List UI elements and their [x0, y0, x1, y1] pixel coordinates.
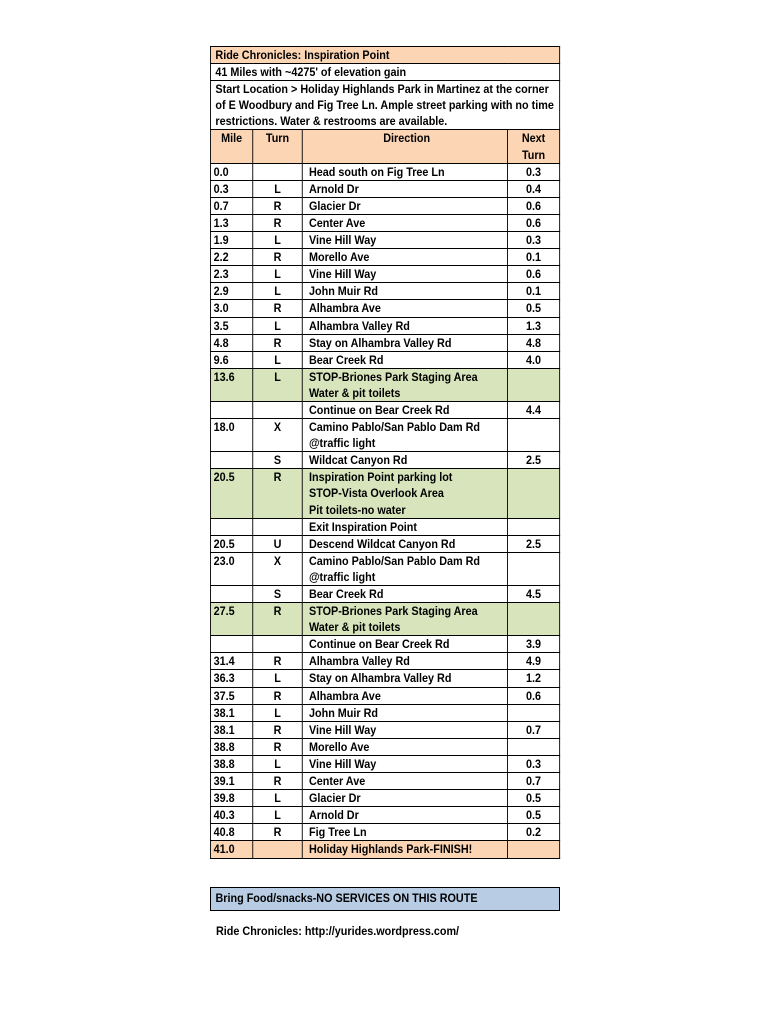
- cue-mile: 27.5: [210, 603, 252, 636]
- cue-turn: R: [253, 687, 303, 704]
- cue-row: [210, 603, 559, 636]
- cue-direction: Vine Hill Way: [302, 232, 507, 249]
- cue-sheet: [210, 46, 559, 859]
- cue-turn: R: [253, 653, 303, 670]
- cue-row: [210, 401, 559, 418]
- cue-next-turn: 1.3: [507, 317, 559, 334]
- column-header-mile: Mile: [210, 130, 252, 163]
- cue-turn: R: [253, 300, 303, 317]
- cue-mile: 39.1: [210, 773, 252, 790]
- column-header-row: [210, 130, 559, 163]
- cue-mile: 38.8: [210, 755, 252, 772]
- cue-turn: R: [253, 738, 303, 755]
- cue-sheet-body: [210, 47, 559, 859]
- cue-mile: 41.0: [210, 841, 252, 858]
- cue-mile: [210, 452, 252, 469]
- cue-turn: R: [253, 721, 303, 738]
- cue-direction: Continue on Bear Creek Rd: [302, 636, 507, 653]
- footer-credit: Ride Chronicles: http://yurides.wordpress.com/: [216, 924, 460, 938]
- cue-turn: L: [253, 266, 303, 283]
- cue-next-turn: [507, 518, 559, 535]
- cue-direction: Alhambra Valley Rd: [302, 653, 507, 670]
- cue-direction: Alhambra Ave: [302, 687, 507, 704]
- cue-mile: 20.5: [210, 469, 252, 518]
- cue-direction: Vine Hill Way: [302, 755, 507, 772]
- cue-mile: 18.0: [210, 419, 252, 452]
- cue-row: [210, 317, 559, 334]
- cue-direction: Stay on Alhambra Valley Rd: [302, 334, 507, 351]
- cue-turn: S: [253, 452, 303, 469]
- column-header-next-turn: Next Turn: [507, 130, 559, 163]
- cue-next-turn: [507, 738, 559, 755]
- cue-row: [210, 670, 559, 687]
- cue-direction: Bear Creek Rd: [302, 351, 507, 368]
- ride-distance: 41 Miles with ~4275' of elevation gain: [210, 64, 559, 81]
- cue-turn: X: [253, 419, 303, 452]
- cue-next-turn: 4.0: [507, 351, 559, 368]
- cue-direction: John Muir Rd: [302, 283, 507, 300]
- cue-row: [210, 469, 559, 518]
- cue-next-turn: 0.6: [507, 197, 559, 214]
- cue-next-turn: 0.5: [507, 300, 559, 317]
- cue-direction: Center Ave: [302, 773, 507, 790]
- cue-direction: Wildcat Canyon Rd: [302, 452, 507, 469]
- cue-mile: 13.6: [210, 368, 252, 401]
- cue-sheet-table: [210, 46, 560, 859]
- cue-turn: R: [253, 334, 303, 351]
- cue-direction: John Muir Rd: [302, 704, 507, 721]
- cue-next-turn: 4.4: [507, 401, 559, 418]
- cue-row: [210, 249, 559, 266]
- cue-mile: 2.3: [210, 266, 252, 283]
- cue-direction: Vine Hill Way: [302, 721, 507, 738]
- cue-next-turn: [507, 552, 559, 585]
- cue-next-turn: 0.2: [507, 824, 559, 841]
- sheet-title: Ride Chronicles: Inspiration Point: [210, 47, 559, 64]
- cue-turn: L: [253, 670, 303, 687]
- cue-direction: Descend Wildcat Canyon Rd: [302, 535, 507, 552]
- cue-next-turn: 2.5: [507, 452, 559, 469]
- cue-row: [210, 535, 559, 552]
- cue-row: [210, 452, 559, 469]
- cue-direction: Vine Hill Way: [302, 266, 507, 283]
- cue-turn: L: [253, 807, 303, 824]
- cue-turn: L: [253, 317, 303, 334]
- cue-direction: Head south on Fig Tree Ln: [302, 163, 507, 180]
- cue-mile: 38.1: [210, 721, 252, 738]
- cue-row: [210, 653, 559, 670]
- cue-mile: 9.6: [210, 351, 252, 368]
- cue-turn: L: [253, 180, 303, 197]
- cue-next-turn: [507, 603, 559, 636]
- cue-row: [210, 266, 559, 283]
- cue-row: [210, 518, 559, 535]
- cue-direction: Exit Inspiration Point: [302, 518, 507, 535]
- cue-row: [210, 738, 559, 755]
- cue-row: [210, 824, 559, 841]
- cue-mile: 2.2: [210, 249, 252, 266]
- cue-turn: L: [253, 755, 303, 772]
- cue-turn: [253, 841, 303, 858]
- cue-row: [210, 214, 559, 231]
- cue-direction: STOP-Briones Park Staging Area Water & pit toilets: [302, 368, 507, 401]
- column-header-direction: Direction: [302, 130, 507, 163]
- cue-turn: R: [253, 773, 303, 790]
- cue-next-turn: [507, 368, 559, 401]
- cue-mile: 37.5: [210, 687, 252, 704]
- cue-next-turn: 0.7: [507, 721, 559, 738]
- cue-row: [210, 419, 559, 452]
- cue-next-turn: 0.3: [507, 755, 559, 772]
- cue-direction: Holiday Highlands Park-FINISH!: [302, 841, 507, 858]
- cue-direction: Stay on Alhambra Valley Rd: [302, 670, 507, 687]
- column-header-turn: Turn: [253, 130, 303, 163]
- cue-mile: [210, 518, 252, 535]
- cue-mile: [210, 636, 252, 653]
- cue-mile: 39.8: [210, 790, 252, 807]
- cue-turn: R: [253, 824, 303, 841]
- cue-next-turn: 2.5: [507, 535, 559, 552]
- cue-row: [210, 841, 559, 858]
- cue-next-turn: [507, 841, 559, 858]
- cue-next-turn: 4.5: [507, 586, 559, 603]
- cue-row: [210, 334, 559, 351]
- cue-row: [210, 163, 559, 180]
- cue-next-turn: 0.3: [507, 163, 559, 180]
- cue-row: [210, 790, 559, 807]
- cue-mile: 31.4: [210, 653, 252, 670]
- cue-direction: Alhambra Ave: [302, 300, 507, 317]
- start-location: Start Location > Holiday Highlands Park in Martinez at the corner of E Woodbury and Fig Tree Ln. Ample street parking with no time restrictions. Water & restrooms are available.: [210, 81, 559, 130]
- cue-row: [210, 807, 559, 824]
- cue-direction: Center Ave: [302, 214, 507, 231]
- cue-row: [210, 636, 559, 653]
- cue-next-turn: 0.4: [507, 180, 559, 197]
- cue-mile: 1.3: [210, 214, 252, 231]
- cue-direction: Arnold Dr: [302, 180, 507, 197]
- cue-row: [210, 283, 559, 300]
- cue-next-turn: 0.1: [507, 249, 559, 266]
- cue-turn: L: [253, 790, 303, 807]
- cue-mile: [210, 586, 252, 603]
- cue-turn: L: [253, 283, 303, 300]
- cue-next-turn: 1.2: [507, 670, 559, 687]
- cue-direction: STOP-Briones Park Staging Area Water & pit toilets: [302, 603, 507, 636]
- cue-mile: 1.9: [210, 232, 252, 249]
- cue-turn: U: [253, 535, 303, 552]
- services-note: [210, 887, 560, 911]
- cue-turn: L: [253, 704, 303, 721]
- cue-turn: [253, 518, 303, 535]
- cue-direction: Fig Tree Ln: [302, 824, 507, 841]
- cue-mile: 3.5: [210, 317, 252, 334]
- cue-next-turn: 3.9: [507, 636, 559, 653]
- cue-next-turn: 0.6: [507, 687, 559, 704]
- cue-turn: R: [253, 214, 303, 231]
- cue-direction: Camino Pablo/San Pablo Dam Rd @traffic light: [302, 419, 507, 452]
- cue-mile: 2.9: [210, 283, 252, 300]
- cue-next-turn: 4.9: [507, 653, 559, 670]
- cue-next-turn: 0.5: [507, 790, 559, 807]
- services-note-text: Bring Food/snacks-NO SERVICES ON THIS ROUTE: [215, 891, 478, 905]
- cue-turn: L: [253, 351, 303, 368]
- cue-turn: S: [253, 586, 303, 603]
- cue-next-turn: 0.3: [507, 232, 559, 249]
- cue-row: [210, 197, 559, 214]
- cue-turn: R: [253, 197, 303, 214]
- distance-row: [210, 64, 559, 81]
- cue-mile: 4.8: [210, 334, 252, 351]
- cue-mile: 36.3: [210, 670, 252, 687]
- cue-mile: 38.8: [210, 738, 252, 755]
- cue-turn: X: [253, 552, 303, 585]
- cue-next-turn: 0.5: [507, 807, 559, 824]
- cue-mile: 20.5: [210, 535, 252, 552]
- cue-turn: L: [253, 368, 303, 401]
- cue-next-turn: [507, 469, 559, 518]
- cue-next-turn: 0.6: [507, 214, 559, 231]
- title-row: [210, 47, 559, 64]
- cue-next-turn: 0.1: [507, 283, 559, 300]
- cue-turn: R: [253, 603, 303, 636]
- cue-row: [210, 232, 559, 249]
- cue-turn: [253, 401, 303, 418]
- cue-row: [210, 368, 559, 401]
- cue-row: [210, 721, 559, 738]
- cue-mile: 38.1: [210, 704, 252, 721]
- cue-turn: R: [253, 469, 303, 518]
- cue-mile: [210, 401, 252, 418]
- cue-mile: 40.3: [210, 807, 252, 824]
- cue-direction: Morello Ave: [302, 249, 507, 266]
- cue-next-turn: 4.8: [507, 334, 559, 351]
- cue-mile: 3.0: [210, 300, 252, 317]
- cue-direction: Inspiration Point parking lot STOP-Vista Overlook Area Pit toilets-no water: [302, 469, 507, 518]
- cue-direction: Glacier Dr: [302, 197, 507, 214]
- cue-turn: R: [253, 249, 303, 266]
- cue-next-turn: 0.6: [507, 266, 559, 283]
- cue-direction: Camino Pablo/San Pablo Dam Rd @traffic light: [302, 552, 507, 585]
- cue-next-turn: [507, 419, 559, 452]
- cue-direction: Glacier Dr: [302, 790, 507, 807]
- cue-row: [210, 755, 559, 772]
- cue-direction: Arnold Dr: [302, 807, 507, 824]
- cue-turn: [253, 636, 303, 653]
- start-row: [210, 81, 559, 130]
- cue-direction: Bear Creek Rd: [302, 586, 507, 603]
- cue-next-turn: [507, 704, 559, 721]
- cue-row: [210, 687, 559, 704]
- cue-row: [210, 351, 559, 368]
- cue-row: [210, 180, 559, 197]
- cue-turn: [253, 163, 303, 180]
- cue-row: [210, 586, 559, 603]
- cue-direction: Morello Ave: [302, 738, 507, 755]
- cue-next-turn: 0.7: [507, 773, 559, 790]
- cue-mile: 40.8: [210, 824, 252, 841]
- cue-row: [210, 773, 559, 790]
- cue-row: [210, 704, 559, 721]
- cue-mile: 23.0: [210, 552, 252, 585]
- cue-row: [210, 300, 559, 317]
- cue-turn: L: [253, 232, 303, 249]
- cue-direction: Alhambra Valley Rd: [302, 317, 507, 334]
- cue-mile: 0.3: [210, 180, 252, 197]
- cue-row: [210, 552, 559, 585]
- cue-mile: 0.0: [210, 163, 252, 180]
- cue-direction: Continue on Bear Creek Rd: [302, 401, 507, 418]
- cue-mile: 0.7: [210, 197, 252, 214]
